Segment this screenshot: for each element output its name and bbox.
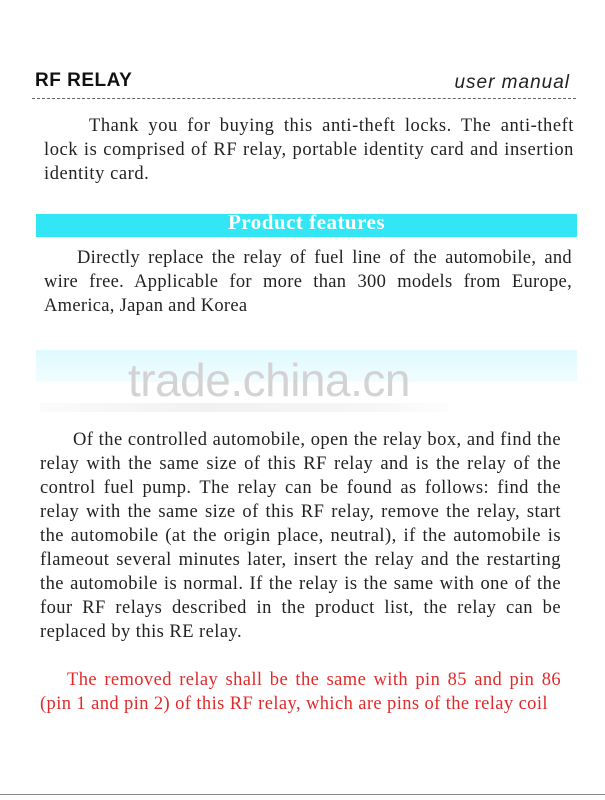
section-heading-band (36, 210, 577, 237)
watermark: trade.china.cn (128, 354, 410, 406)
intro-paragraph: Thank you for buying this anti-theft locks. The anti-theft lock is comprised of RF relay, portable identity card and insertion identity card. (44, 116, 574, 184)
page-header (32, 68, 576, 99)
document-type-label: user manual (454, 72, 570, 93)
installation-paragraph: Of the controlled automobile, open the relay box, and find the relay with the same size of this RF relay and is the relay of the control fuel pump. The relay can be found as follows: find the relay with the same size of this RF relay, remove the relay, start the automobile (at the origin place, neutral), if the automobile is flameout several minutes later, insert the relay and the restarting the automobile is normal. If the relay is the same with one of the four RF relays described in the product list, the relay can be replaced by this RE relay. (40, 430, 561, 642)
product-features-paragraph: Directly replace the relay of fuel line of the automobile, and wire free. Applicable for more than 300 models from Europe, America, Japan and Korea (44, 248, 572, 316)
brand-title: RF RELAY (35, 70, 133, 91)
page-bottom-rule (0, 794, 605, 795)
warning-note-paragraph: The removed relay shall be the same with pin 85 and pin 86 (pin 1 and pin 2) of this RF relay, which are pins of the relay coil (40, 670, 561, 714)
section-heading-product-features: Product features (227, 210, 386, 234)
